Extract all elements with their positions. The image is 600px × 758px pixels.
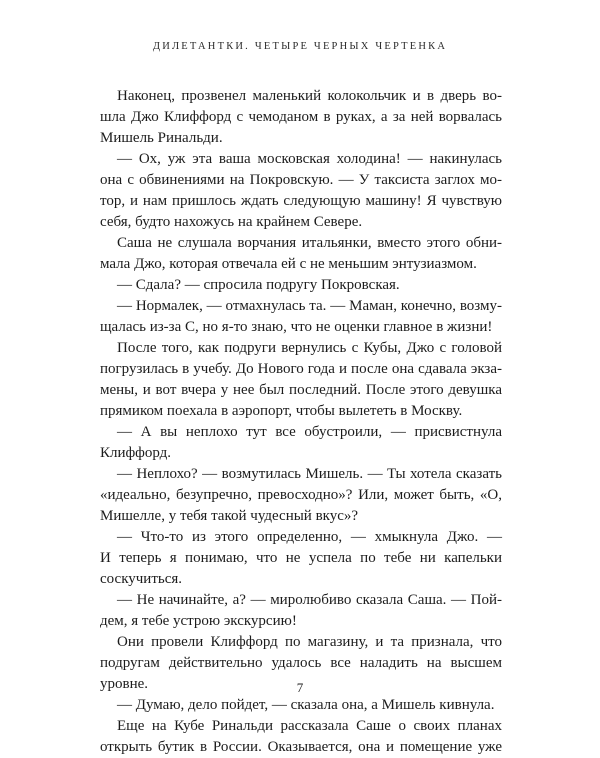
- text-line: тор, и нам пришлось ждать следующую машину! Я чувствую: [100, 193, 502, 209]
- text-line: Мишелле, у тебя такой чудесный вкус»?: [100, 508, 359, 524]
- text-line: Наконец, прозвенел маленький колокольчик и в дверь во-: [117, 88, 502, 104]
- text-line: Клиффорд.: [100, 445, 172, 461]
- text-line: — Что-то из этого определенно, — хмыкнула Джо. —: [117, 529, 502, 545]
- text-line: она с обвинениями на Покровскую. — У таксиста заглох мо-: [100, 172, 502, 188]
- text-line: «идеально, безупречно, превосходно»? Или, может быть, «О,: [100, 487, 502, 503]
- text-line: — Ох, уж эта ваша московская холодина! — накинулась: [117, 151, 502, 167]
- text-line: открыть бутик в России. Оказывается, она и помещение уже: [100, 739, 502, 755]
- text-line: — А вы неплохо тут все обустроили, — присвистнула: [117, 424, 502, 440]
- text-line: — Сдала? — спросила подругу Покровская.: [117, 277, 400, 293]
- text-line: Они провели Клиффорд по магазину, и та признала, что: [117, 634, 502, 650]
- text-line: соскучиться.: [100, 571, 183, 587]
- text-line: подругам действительно удалось все наладить на высшем: [100, 655, 502, 671]
- page-number: 7: [296, 680, 304, 695]
- text-line: дем, я тебе устрою экскурсию!: [100, 613, 297, 629]
- page-body: [100, 86, 502, 758]
- text-line: мены, и вот вчера у нее был последний. После этого девушка: [100, 382, 502, 398]
- text-line: — Не начинайте, а? — миролюбиво сказала Саша. — Пой-: [117, 592, 502, 608]
- text-line: И теперь я понимаю, что не успела по тебе ни капельки: [100, 550, 502, 566]
- text-line: Мишель Ринальди.: [100, 130, 223, 146]
- running-header: ДИЛЕТАНТКИ. ЧЕТЫРЕ ЧЕРНЫХ ЧЕРТЕНКА: [152, 41, 448, 52]
- text-line: щалась из-за С, но я-то знаю, что не оценки главное в жизни!: [100, 319, 493, 335]
- text-line: После того, как подруги вернулись с Кубы, Джо с головой: [117, 340, 502, 356]
- text-line: прямиком поехала в аэропорт, чтобы вылететь в Москву.: [100, 403, 463, 419]
- text-line: мала Джо, которая отвечала ей с не меньшим энтузиазмом.: [100, 256, 477, 272]
- text-line: погрузилась в учебу. До Нового года и после она сдавала экза-: [100, 361, 502, 377]
- text-line: Еще на Кубе Ринальди рассказала Саше о своих планах: [117, 718, 502, 734]
- text-line: — Нормалек, — отмахнулась та. — Маман, конечно, возму-: [117, 298, 502, 314]
- text-line: Саша не слушала ворчания итальянки, вместо этого обни-: [117, 235, 502, 251]
- text-line: уровне.: [100, 676, 149, 692]
- text-line: себя, будто нахожусь на крайнем Севере.: [100, 214, 363, 230]
- text-line: — Неплохо? — возмутилась Мишель. — Ты хотела сказать: [117, 466, 502, 482]
- text-line: — Думаю, дело пойдет, — сказала она, а Мишель кивнула.: [117, 697, 495, 713]
- text-line: шла Джо Клиффорд с чемоданом в руках, а за ней ворвалась: [100, 109, 502, 125]
